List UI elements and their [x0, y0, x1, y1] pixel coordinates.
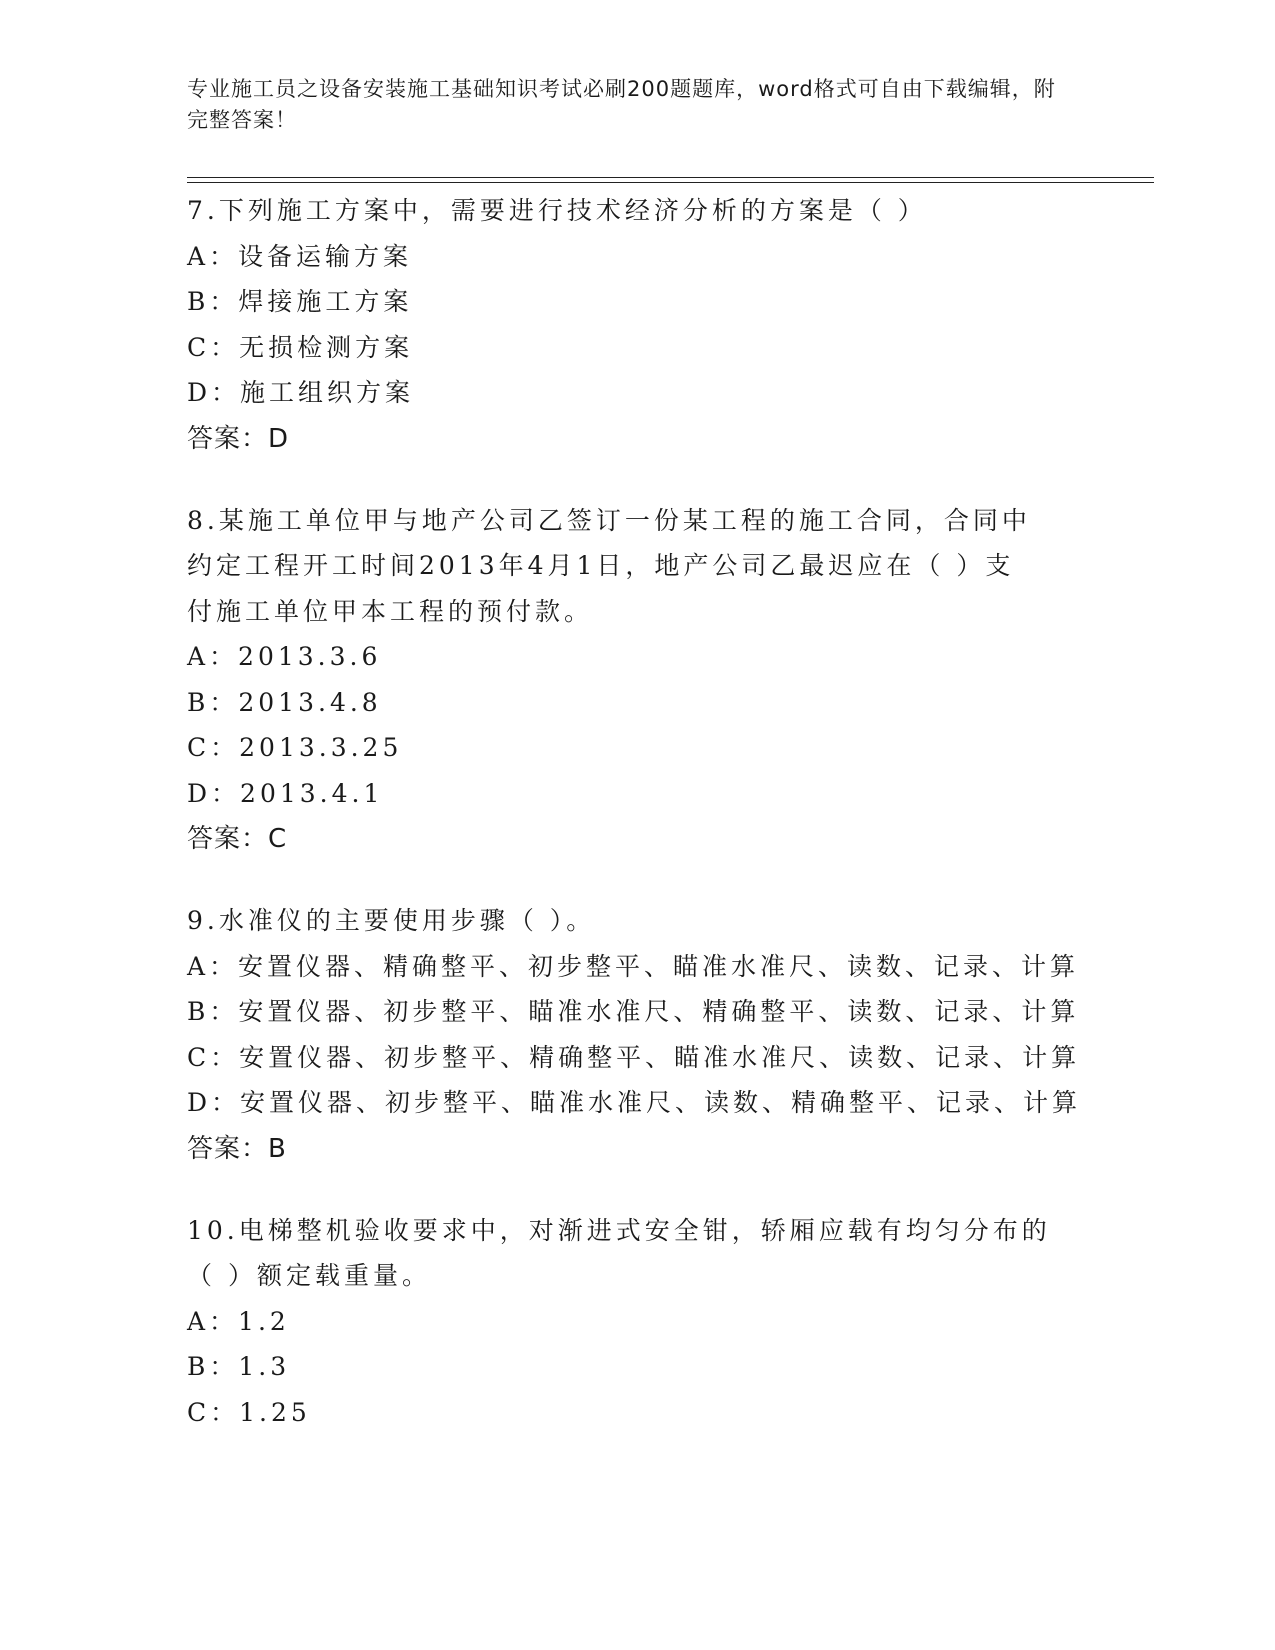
option-c: C：1.25	[187, 1397, 311, 1427]
question-stem: 7.下列施工方案中，需要进行技术经济分析的方案是（ ）	[187, 196, 927, 225]
question-9	[187, 898, 1087, 1172]
document-title: 专业施工员之设备安装施工基础知识考试必刷200题题库，word格式可自由下载编辑，附完整答案！	[187, 77, 1056, 132]
option-d: D：安置仪器、初步整平、瞄准水准尺、读数、精确整平、记录、计算	[187, 1088, 1082, 1117]
option-a: A：1.2	[187, 1306, 290, 1336]
answer-label: 答案：C	[187, 824, 288, 854]
question-list	[187, 188, 1087, 1471]
answer-label: 答案：D	[187, 423, 290, 454]
header-divider-top	[187, 177, 1154, 178]
question-10	[187, 1208, 1087, 1436]
option-b: B：安置仪器、初步整平、瞄准水准尺、精确整平、读数、记录、计算	[187, 997, 1080, 1026]
answer-label: 答案：B	[187, 1133, 287, 1164]
option-a: A：设备运输方案	[187, 241, 413, 271]
option-b: B：2013.4.8	[187, 687, 382, 717]
option-b: B：焊接施工方案	[187, 287, 413, 316]
option-d: D：2013.4.1	[187, 778, 384, 808]
option-c: C：无损检测方案	[187, 332, 414, 362]
option-a: A：2013.3.6	[187, 642, 382, 671]
question-8	[187, 498, 1087, 863]
question-7	[187, 188, 1087, 462]
option-b: B：1.3	[187, 1352, 291, 1381]
question-stem: 8.某施工单位甲与地产公司乙签订一份某工程的施工合同，合同中约定工程开工时间2013年4月1日，地产公司乙最迟应在（ ）支付施工单位甲本工程的预付款。	[187, 505, 1031, 626]
question-stem: 10.电梯整机验收要求中，对渐进式安全钳，轿厢应载有均匀分布的（ ）额定载重量。	[187, 1215, 1051, 1290]
option-c: C：2013.3.25	[187, 733, 403, 762]
option-a: A：安置仪器、精确整平、初步整平、瞄准水准尺、读数、记录、计算	[187, 951, 1080, 981]
option-c: C：安置仪器、初步整平、精确整平、瞄准水准尺、读数、记录、计算	[187, 1042, 1081, 1072]
question-stem: 9.水准仪的主要使用步骤（ ）。	[187, 906, 596, 935]
document-header	[187, 74, 1067, 136]
option-d: D：施工组织方案	[187, 378, 415, 407]
header-divider-bottom	[187, 182, 1154, 183]
